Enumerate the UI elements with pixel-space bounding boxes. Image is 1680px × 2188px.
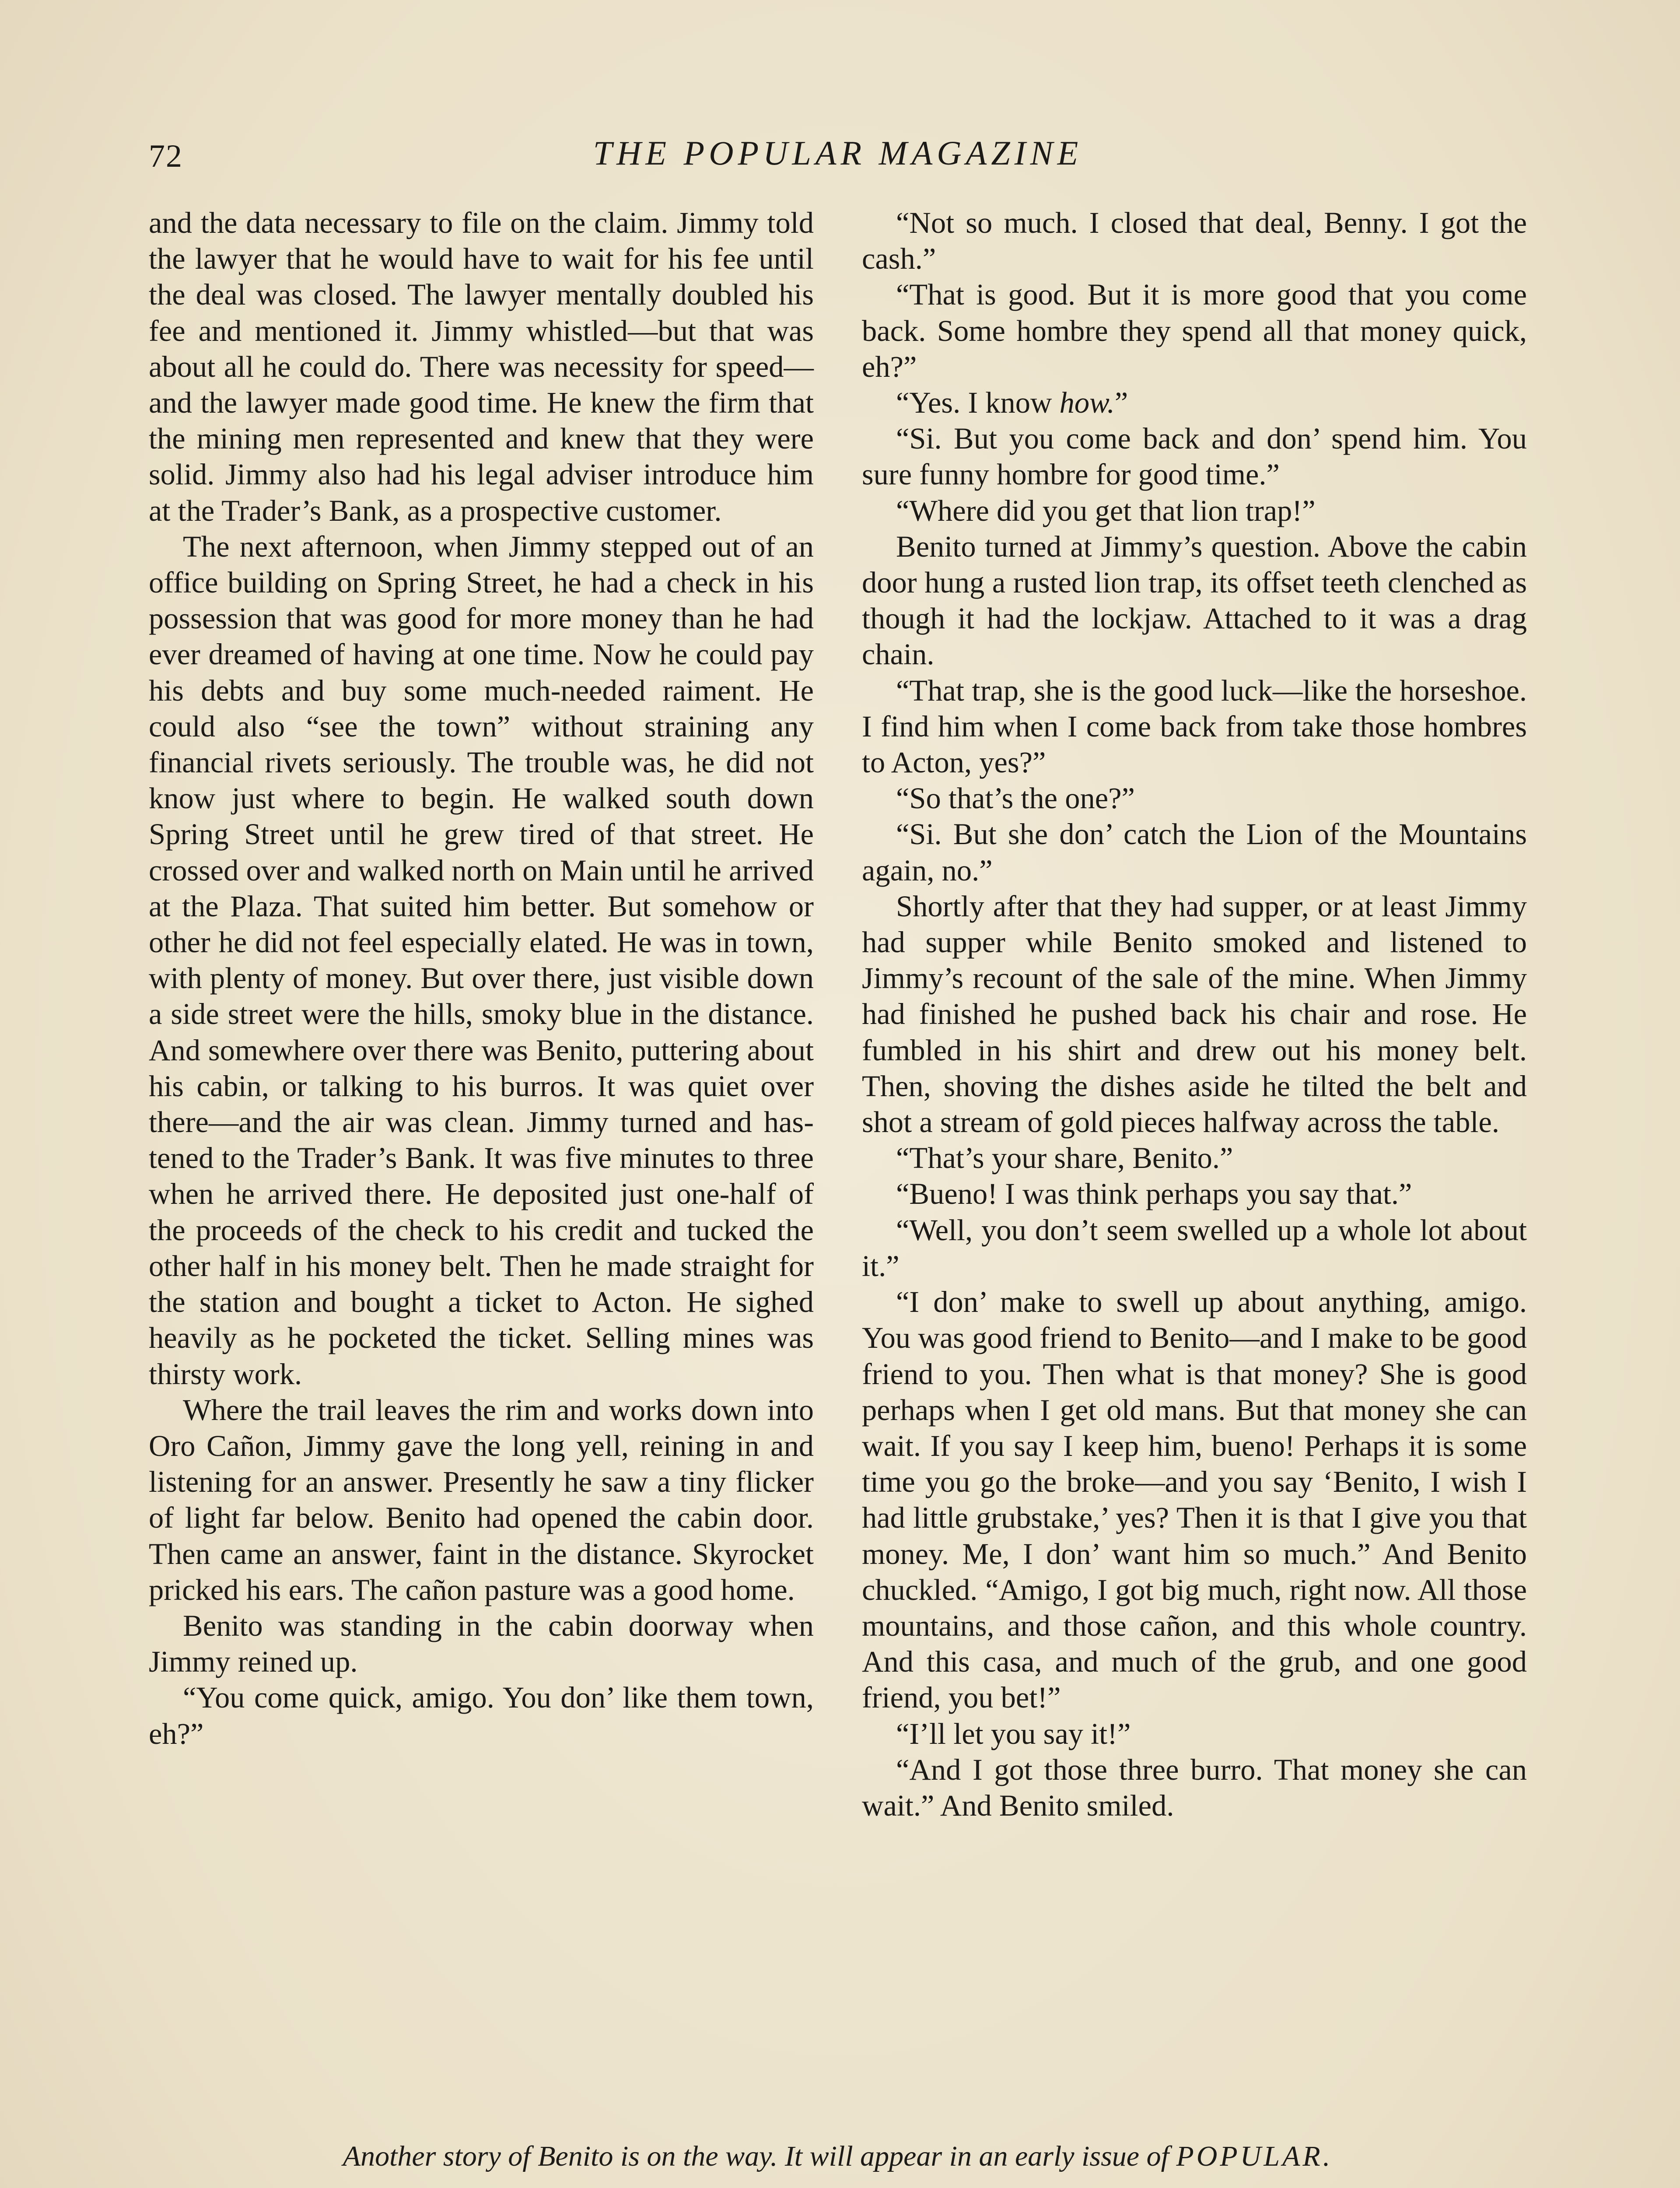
paragraph: “I don’ make to swell up about anything, amigo. You was good friend to Benito—and I make to be good friend to you. Then what is that money? She is good perhaps when I get old mans. But that money she can wait. If you say I keep him, bueno! Perhaps it is some time you go the broke—and you say ‘Benito, I wish I had little grubstake,’ yes? Then it is that I give you that money. Me, I don’ want him so much.” And Benito chuckled. “Amigo, I got big much, right now. All those mountains, and those cañon, and this whole country. And this casa, and much of the grub, and one good friend, you bet!”: [862, 1285, 1527, 1715]
paragraph: Shortly after that they had supper, or at least Jimmy had supper while Benito smoked and listened to Jimmy’s recount of the sale of the mine. When Jimmy had finished he pushed back his chair and rose. He fumbled in his shirt and drew out his money belt. Then, shoving the dishes aside he tilted the belt and shot a stream of gold pieces halfway across the table.: [862, 889, 1527, 1139]
paragraph: “Bueno! I was think perhaps you say that.”: [896, 1177, 1412, 1211]
paragraph: “Not so much. I closed that deal, Benny. I got the cash.”: [862, 206, 1527, 276]
paragraph: “Yes. I know how.”: [896, 386, 1128, 420]
paragraph: The next afternoon, when Jimmy stepped out of an office building on Spring Street, he had a check in his possession that was good for more money than he had ever dreamed of having at one time. Now he could pay his debts and buy some much-needed raiment. He could also “see the town” without straining any financial rivets seriously. The trouble was, he did not know just where to begin. He walked south down Spring Street until he grew tired of that street. He crossed over and walked north on Main until he arrived at the Plaza. That suited him better. But somehow or other he did not feel especially elated. He was in town, with plenty of money. But over there, just visible down a side street were the hills, smoky blue in the distance. And somewhere over there was Benito, puttering about his cabin, or talking to his burros. It was quiet over there—and the air was clean. Jimmy turned and hastened to the Trader’s Bank. It was five minutes to three when he arrived there. He deposited just one-half of the proceeds of the check to his credit and tucked the other half in his money belt. Then he made straight for the station and bought a ticket to Acton. He sighed heavily as he pocketed the ticket. Selling mines was thirsty work.: [149, 529, 814, 1391]
page-number: 72: [149, 138, 183, 174]
paragraph: “Si. But you come back and don’ spend him. You sure funny hombre for good time.”: [862, 422, 1527, 491]
paragraph: “Well, you don’t seem swelled up a whole lot about it.”: [862, 1213, 1527, 1283]
paragraph: “I’ll let you say it!”: [896, 1717, 1131, 1750]
right-column: [862, 205, 1527, 2121]
paragraph: and the data necessary to file on the claim. Jimmy told the lawyer that he would have to wait for his fee until the deal was closed. The lawyer mentally doubled his fee and mentioned it. Jimmy whistled—but that was about all he could do. There was necessity for speed—and the lawyer made good time. He knew the firm that the mining men represented and knew that they were solid. Jimmy also had his legal adviser introduce him at the Trader’s Bank, as a prospective customer.: [149, 206, 814, 527]
footer-magazine-name: POPULAR.: [1176, 2140, 1333, 2172]
footer-note: [149, 2140, 1527, 2173]
paragraph: “And I got those three burro. That money she can wait.” And Benito smiled.: [862, 1753, 1527, 1822]
paragraph: “That trap, she is the good luck—like the horseshoe. I find him when I come back from take those hombres to Acton, yes?”: [862, 673, 1527, 779]
emphasis: how.: [1059, 386, 1115, 420]
paragraph: Where the trail leaves the rim and works down into Oro Cañon, Jimmy gave the long yell, reining in and listening for an answer. Presently he saw a tiny flicker of light far below. Benito had opened the cabin door. Then came an answer, faint in the distance. Skyrocket pricked his ears. The cañon pasture was a good home.: [149, 1393, 814, 1606]
text-columns: [149, 205, 1527, 2121]
paragraph: Benito turned at Jimmy’s question. Above the cabin door hung a rusted lion trap, its offset teeth clenched as though it had the lockjaw. Attached to it was a drag chain.: [862, 529, 1527, 671]
paragraph: “That is good. But it is more good that you come back. Some hombre they spend all that money quick, eh?”: [862, 278, 1527, 383]
running-head: THE POPULAR MAGAZINE: [593, 134, 1083, 172]
left-column: [149, 205, 814, 2121]
page-header: [149, 133, 1527, 182]
paragraph: “So that’s the one?”: [896, 782, 1135, 815]
paragraph: “Where did you get that lion trap!”: [896, 494, 1316, 527]
paragraph: “You come quick, amigo. You don’ like them town, eh?”: [149, 1681, 814, 1750]
paragraph: Benito was standing in the cabin doorway when Jimmy reined up.: [149, 1609, 814, 1679]
paragraph: “That’s your share, Benito.”: [896, 1141, 1233, 1175]
paragraph: “Si. But she don’ catch the Lion of the Mountains again, no.”: [862, 817, 1527, 887]
footer-note-text: Another story of Benito is on the way. It will appear in an early issue of: [343, 2140, 1176, 2172]
